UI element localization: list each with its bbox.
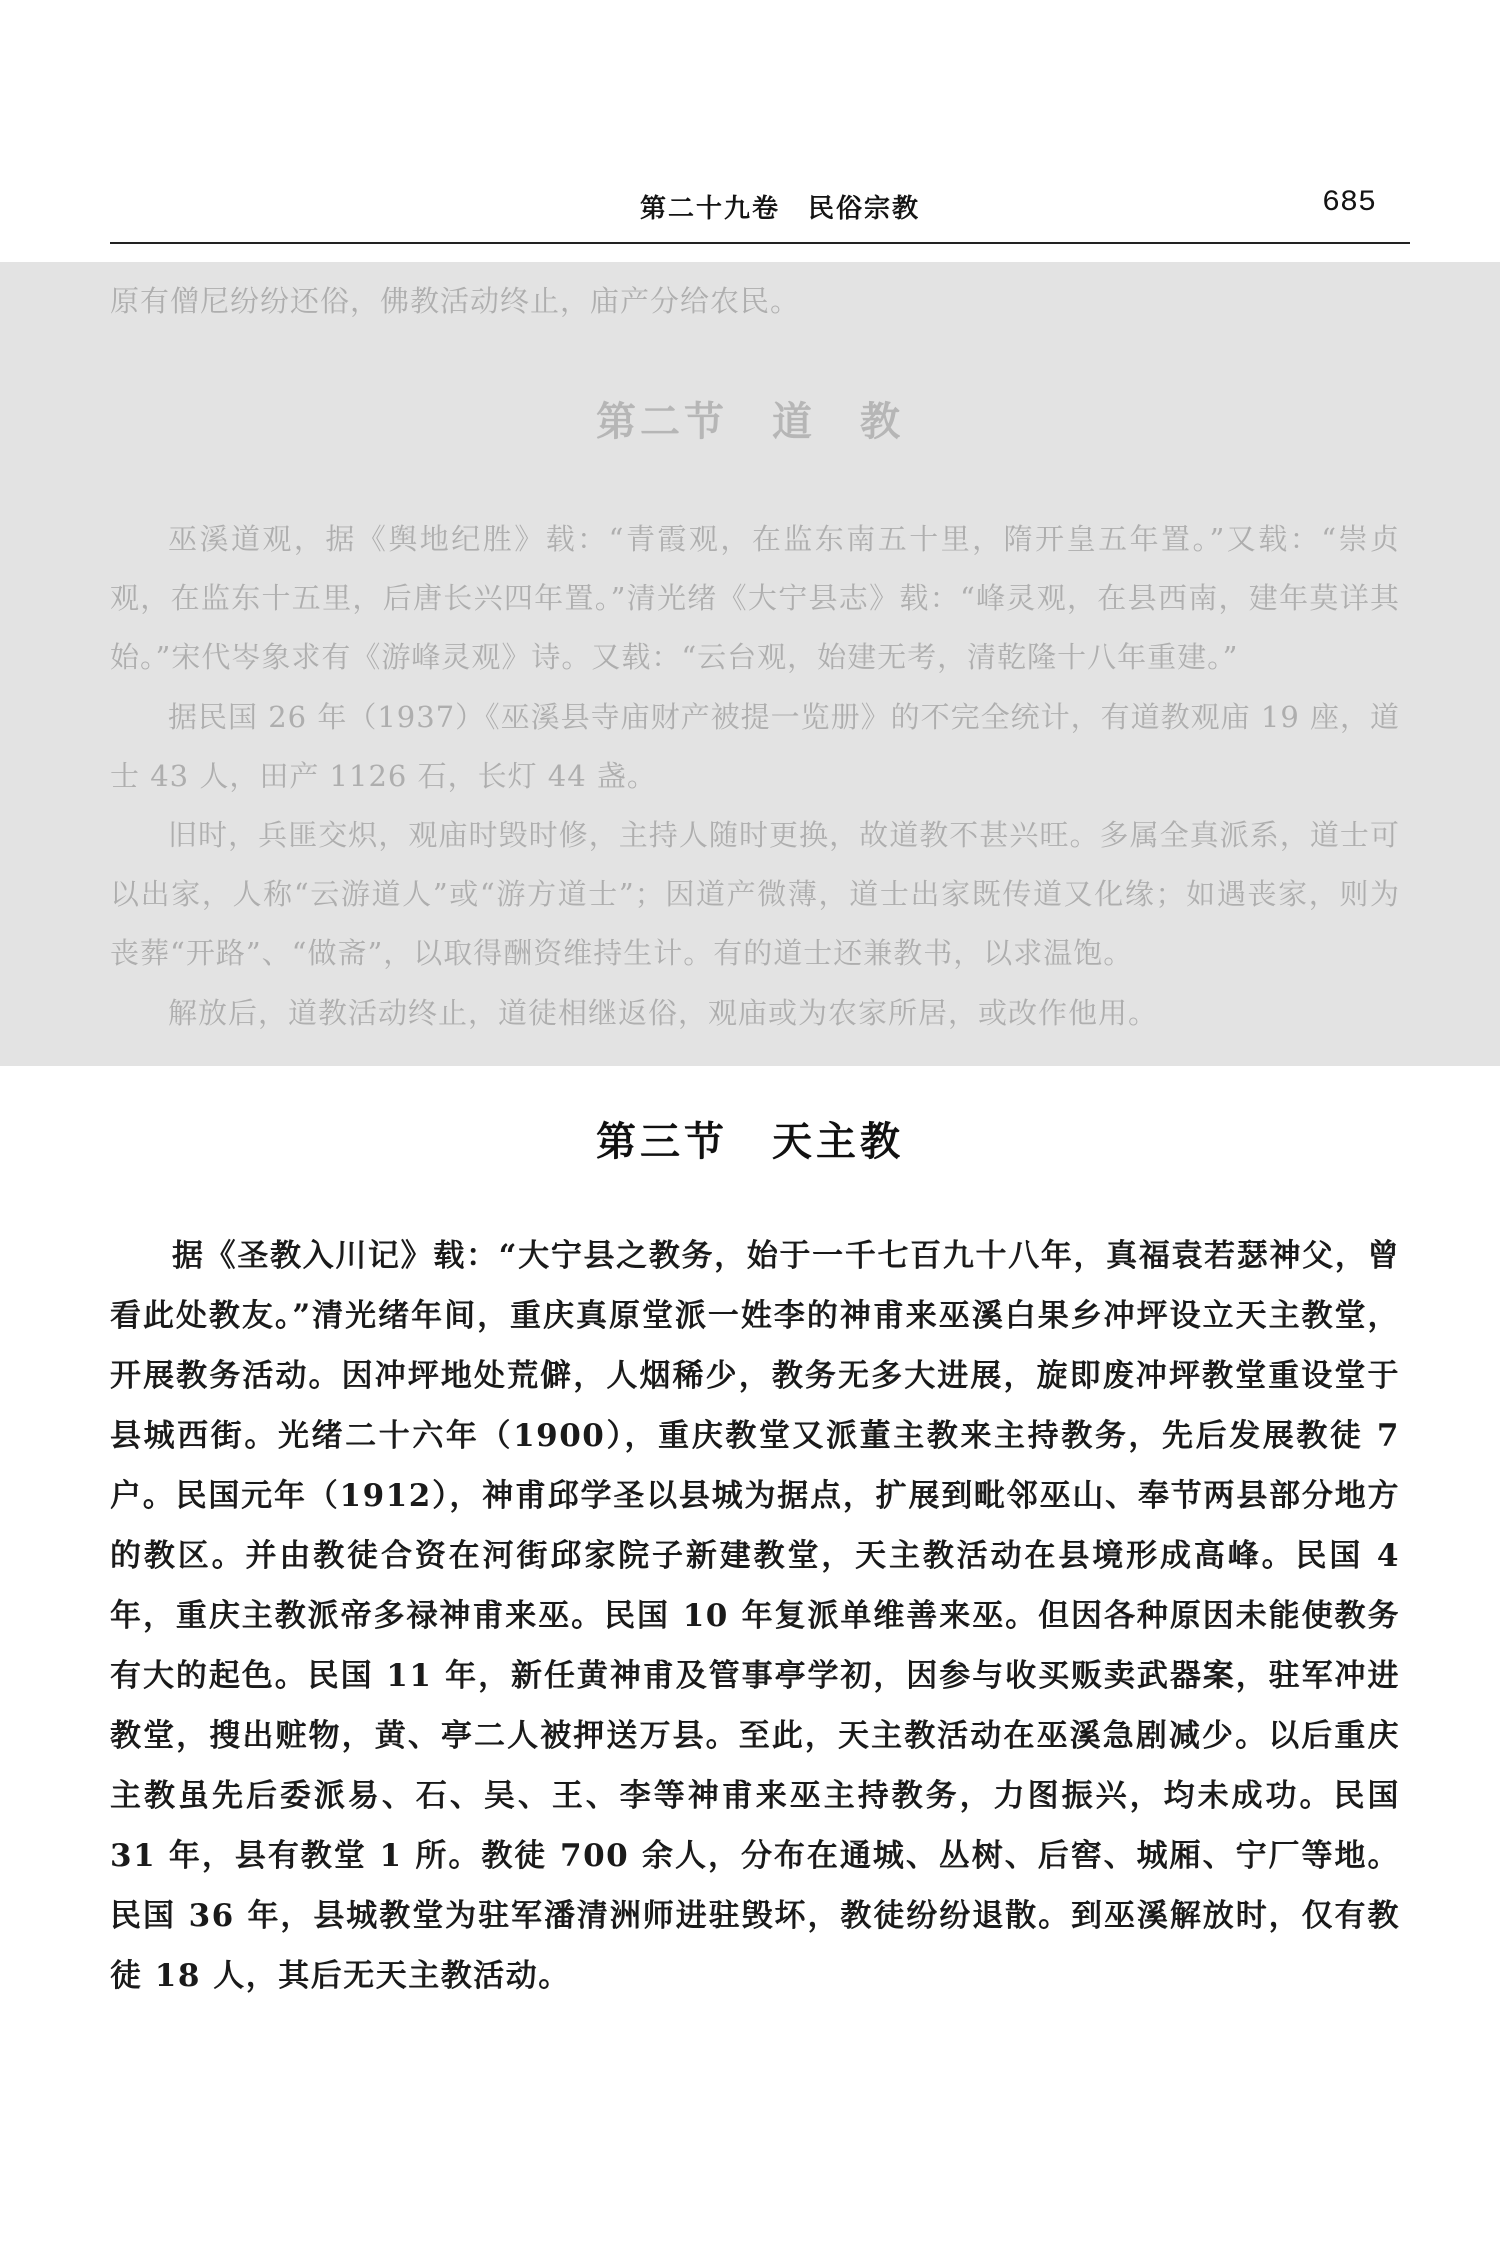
running-head bbox=[0, 188, 1500, 228]
catholicism-paragraph: 据《圣教入川记》载：“大宁县之教务，始于一千七百九十八年，真福袁若瑟神父，曾看此处教友。”清光绪年间，重庆真原堂派一姓李的神甫来巫溪白果乡冲坪设立天主教堂，开展教务活动。因冲坪地处荒僻，人烟稀少，教务无多大进展，旋即废冲坪教堂重设堂于县城西街。光绪二十六年（1900），重庆教堂又派董主教来主持教务，先后发展教徒 7 户。民国元年（1912），神甫邱学圣以县城为据点，扩展到毗邻巫山、奉节两县部分地方的教区。并由教徒合资在河街邱家院子新建教堂，天主教活动在县境形成高峰。民国 4 年，重庆主教派帝多禄神甫来巫。民国 10 年复派单维善来巫。但因各种原因未能使教务有大的起色。民国 11 年，新任黄神甫及管事亭学初，因参与收买贩卖武器案，驻军冲进教堂，搜出赃物，黄、亭二人被押送万县。至此，天主教活动在巫溪急剧减少。以后重庆主教虽先后委派易、石、吴、王、李等神甫来巫主持教务，力图振兴，均未成功。民国 31 年，县有教堂 1 所。教徒 700 余人，分布在通城、丛树、后窖、城厢、宁厂等地。民国 36 年，县城教堂为驻军潘清洲师进驻毁坏，教徒纷纷退散。到巫溪解放时，仅有教徒 18 人，其后无天主教活动。 bbox=[110, 1238, 1400, 1994]
running-title: 第二十九卷 民俗宗教 bbox=[640, 194, 921, 224]
header-rule bbox=[110, 242, 1410, 244]
taoism-paragraph-2: 据民国 26 年（1937）《巫溪县寺庙财产被提一览册》的不完全统计，有道教观庙 19 座，道士 43 人，田产 1126 石，长灯 44 盏。 bbox=[110, 700, 1400, 793]
catholicism-section-title: 第三节 天主教 bbox=[596, 1118, 904, 1165]
taoism-section-title: 第二节 道 教 bbox=[596, 398, 904, 445]
taoism-paragraph-1: 巫溪道观，据《舆地纪胜》载：“青霞观，在监东南五十里，隋开皇五年置。”又载：“崇贞观，在监东十五里，后唐长兴四年置。”清光绪《大宁县志》载：“峰灵观，在县西南，建年莫详其始。”宋代岑象求有《游峰灵观》诗。又载：“云台观，始建无考，清乾隆十八年重建。” bbox=[110, 522, 1400, 674]
taoism-paragraph-4: 解放后，道教活动终止，道徒相继返俗，观庙或为农家所居，或改作他用。 bbox=[168, 996, 1159, 1030]
carryover-paragraph: 原有僧尼纷纷还俗，佛教活动终止，庙产分给农民。 bbox=[110, 284, 801, 318]
page-number: 685 bbox=[1322, 186, 1377, 220]
taoism-paragraph-3: 旧时，兵匪交炽，观庙时毁时修，主持人随时更换，故道教不甚兴旺。多属全真派系，道士可以出家，人称“云游道人”或“游方道士”；因道产微薄，道士出家既传道又化缘；如遇丧家，则为丧葬“开路”、“做斋”，以取得酬资维持生计。有的道士还兼教书，以求温饱。 bbox=[110, 818, 1400, 970]
